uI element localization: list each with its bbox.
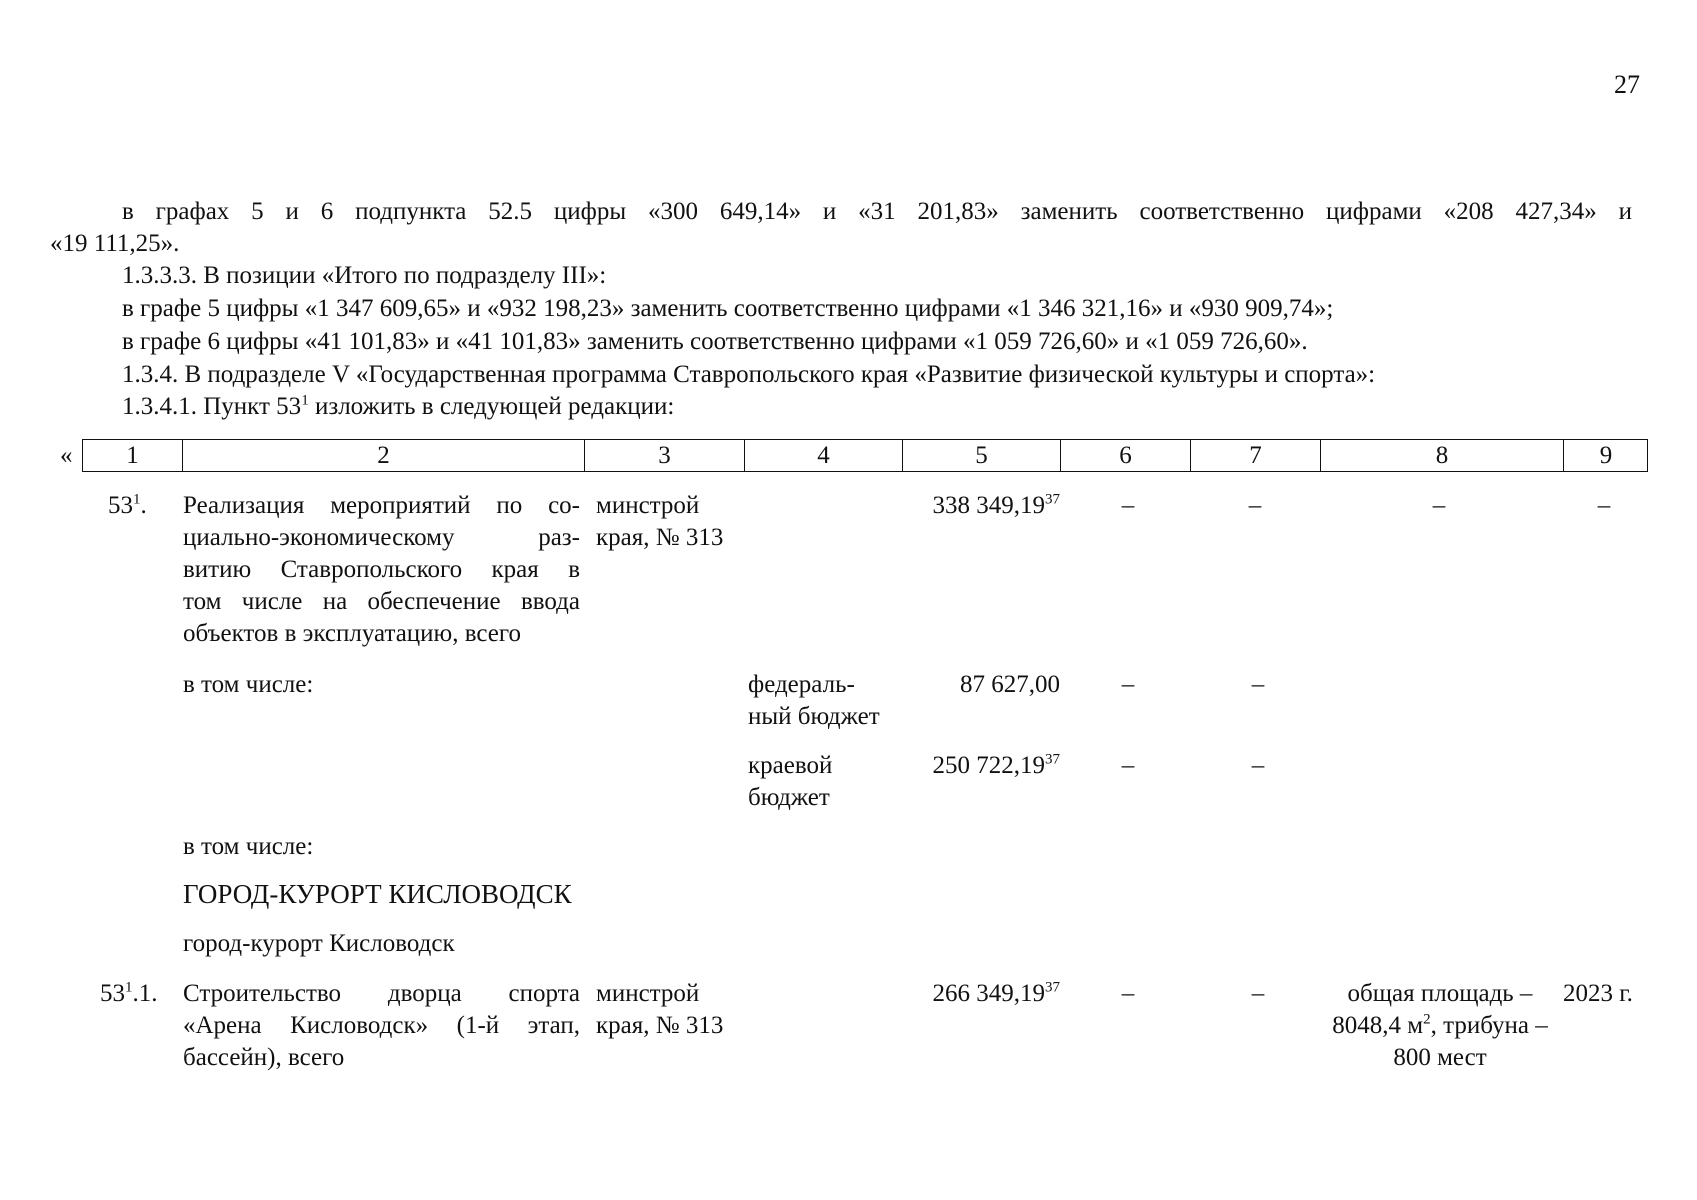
row-executor [596,490,723,554]
federal-budget-line: ный бюджет [748,703,880,730]
row-amount: 338 349,19$^{37}$ [932,491,1060,519]
row-name-line: «Арена Кисловодск» (1-й этап, [183,1012,580,1039]
row-name [183,490,580,650]
paragraph-item-1-3-4-1: 1.3.4.1. Пункт $53^1$ изложить в следующей редакции: [122,392,675,420]
row-number-2: $53^1.1$. [100,979,158,1007]
regional-col6-dash: – [1121,752,1135,779]
executor-line: края, № 313 [596,1012,724,1039]
capacity-line: 8048,4 $м^2$, трибуна – [1332,1011,1548,1039]
including-label: в том числе: [183,671,314,698]
header-col-1: 1 [82,440,182,471]
paragraph-item-1-3-4: 1.3.4. В подразделе V «Государственная программа Ставропольского края «Развитие физической культуры и спорта»: [122,361,1376,388]
federal-budget-label [748,669,880,733]
row-name-line: витию Ставропольского края в [183,556,580,583]
row-col6-dash: – [1121,492,1135,519]
page-number: 27 [1614,70,1640,99]
row-col7-dash: – [1248,492,1262,519]
table-header-row [82,439,1648,472]
paragraph-columns-5-6: в графах 5 и 6 подпункта 52.5 цифры «300 649,14» и «31 201,83» заменить соответственно цифрами «208 427,34» и [122,198,1632,225]
federal-col6-dash: – [1121,671,1135,698]
header-col-8: 8 [1320,440,1563,471]
table-open-quote: « [60,442,73,469]
header-col-3: 3 [584,440,744,471]
federal-col7-dash: – [1251,671,1265,698]
regional-budget-line: бюджет [748,784,830,811]
including-label-2: в том числе: [183,833,314,860]
row-number: $53^1$. [108,491,147,519]
row-year: 2023 г. [1563,980,1633,1007]
row2-col6-dash: – [1121,980,1135,1007]
header-col-9: 9 [1563,440,1648,471]
executor-line: минстрой [596,492,700,519]
paragraph-continuation: «19 111,25». [50,230,180,257]
row-col8-dash: – [1432,492,1446,519]
row-name-line: Реализация мероприятий по со- [183,492,580,519]
row-executor-2 [596,978,723,1042]
paragraph-column-5: в графе 5 цифры «1 347 609,65» и «932 198,23» заменить соответственно цифрами «1 346 321,16» и «930 909,74»; [122,295,1334,322]
header-col-7: 7 [1190,440,1320,471]
capacity-line: 800 мест [1393,1044,1487,1071]
header-col-6: 6 [1060,440,1190,471]
row-name-2 [183,978,580,1074]
regional-col7-dash: – [1251,752,1265,779]
row-name-line: объектов в эксплуатацию, всего [183,620,522,647]
federal-budget-amount: 87 627,00 [960,671,1060,698]
paragraph-column-6: в графе 6 цифры «41 101,83» и «41 101,83» заменить соответственно цифрами «1 059 726,60» и «1 059 726,60». [122,328,1308,355]
row2-col7-dash: – [1251,980,1265,1007]
row-capacity [1300,978,1580,1074]
regional-budget-amount: 250 722,19$^{37}$ [932,751,1060,779]
row-name-line: бассейн), всего [183,1044,345,1071]
capacity-line: общая площадь – [1347,980,1533,1007]
regional-budget-line: краевой [748,752,833,779]
row-name-line: Строительство дворца спорта [183,980,580,1007]
regional-budget-label [748,750,832,814]
header-col-4: 4 [744,440,902,471]
executor-line: края, № 313 [596,524,724,551]
row-name-line: том числе на обеспечение ввода [183,588,580,615]
header-col-2: 2 [182,440,584,471]
executor-line: минстрой [596,980,700,1007]
header-col-5: 5 [902,440,1060,471]
row-col9-dash: – [1597,492,1611,519]
municipality-name: город-курорт Кисловодск [183,930,455,957]
paragraph-item-1-3-3-3: 1.3.3.3. В позиции «Итого по подразделу III»: [122,262,607,289]
row-amount-2: 266 349,19$^{37}$ [932,979,1060,1007]
row-name-line: циально-экономическому раз- [183,524,580,551]
municipality-heading: ГОРОД-КУРОРТ КИСЛОВОДСК [183,879,572,909]
federal-budget-line: федераль- [748,671,855,698]
